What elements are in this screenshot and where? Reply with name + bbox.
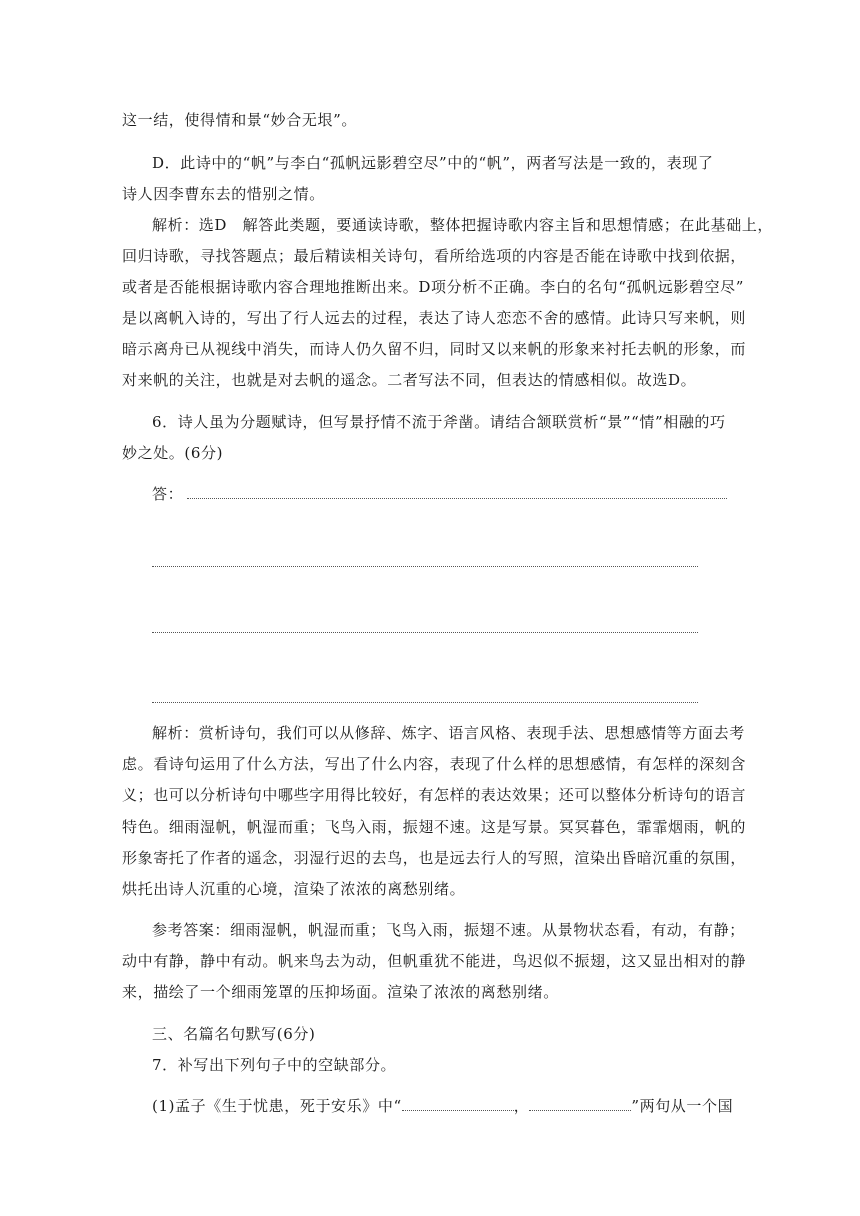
text-line: 暗示离舟已从视线中消失，而诗人仍久留不归，同时又以来帆的形象来衬托去帆的形象，而 xyxy=(122,340,747,358)
question-6-line: 6．诗人虽为分题赋诗，但写景抒情不流于斧凿。请结合颔联赏析“景”“情”相融的巧 xyxy=(152,413,726,431)
section-heading: 三、名篇名句默写(6分) xyxy=(152,1025,316,1043)
analysis-line: 解析：赏析诗句，我们可以从修辞、炼字、语言风格、表现手法、思想感情等方面去考 xyxy=(152,724,745,742)
reference-answer-line: 参考答案：细雨湿帆，帆湿而重；飞鸟入雨，振翅不速。从景物状态看，有动，有静； xyxy=(152,921,745,939)
answer-blank[interactable] xyxy=(152,566,698,567)
text-segment: (1)孟子《生于忧患，死于安乐》中“ xyxy=(152,1097,402,1115)
text-line: 回归诗歌，寻找答题点；最后精读相关诗句，看所给选项的内容是否能在诗歌中找到依据， xyxy=(122,247,747,265)
text-line: 或者是否能根据诗歌内容合理地推断出来。D项分析不正确。李白的名句“孤帆远影碧空尽” xyxy=(122,278,744,296)
text-line: 义；也可以分析诗句中哪些字用得比较好，有怎样的表达效果；还可以整体分析诗句的语言 xyxy=(122,786,747,804)
answer-line xyxy=(152,484,727,504)
answer-label: 答： xyxy=(152,485,184,503)
answer-blank[interactable] xyxy=(152,702,698,703)
text-line: 虑。看诗句运用了什么方法，写出了什么内容，表现了什么样的思想感情，有怎样的深刻含 xyxy=(122,755,747,773)
question-7-line: 7．补写出下列句子中的空缺部分。 xyxy=(152,1056,397,1074)
text-line: 形象寄托了作者的遥念，羽湿行迟的去鸟，也是远去行人的写照，渲染出昏暗沉重的氛围， xyxy=(122,849,747,867)
text-line: 特色。细雨湿帆，帆湿而重；飞鸟入雨，振翅不速。这是写景。冥冥暮色，霏霏烟雨，帆的 xyxy=(122,818,747,836)
text-line: 来，描绘了一个细雨笼罩的压抑场面。渲染了浓浓的离愁别绪。 xyxy=(122,983,559,1001)
fill-blank[interactable] xyxy=(402,1096,514,1111)
text-line: 是以离帆入诗的，写出了行人远去的过程，表达了诗人恋恋不舍的感情。此诗只写来帆，则 xyxy=(122,309,747,327)
question-7-1-line xyxy=(152,1096,733,1116)
text-line: 这一结，使得情和景“妙合无垠”。 xyxy=(122,111,357,129)
fill-blank[interactable] xyxy=(529,1096,631,1111)
text-line: 诗人因李曹东去的惜别之情。 xyxy=(122,185,325,203)
text-line: 动中有静，静中有动。帆来鸟去为动，但帆重犹不能进，鸟迟似不振翅，这又显出相对的静 xyxy=(122,952,747,970)
answer-blank[interactable] xyxy=(152,632,698,633)
text-line: 烘托出诗人沉重的心境，渲染了浓浓的离愁别绪。 xyxy=(122,880,466,898)
text-line: 对来帆的关注，也就是对去帆的遥念。二者写法不同，但表达的情感相似。故选D。 xyxy=(122,371,697,389)
answer-blank[interactable] xyxy=(187,484,727,499)
option-d-line: D．此诗中的“帆”与李白“孤帆远影碧空尽”中的“帆”，两者写法是一致的，表现了 xyxy=(152,154,714,172)
analysis-line: 解析：选D 解答此类题，要通读诗歌，整体把握诗歌内容主旨和思想情感；在此基础上， xyxy=(152,216,774,234)
text-segment: ”两句从一个国 xyxy=(631,1097,734,1115)
text-line: 妙之处。(6分) xyxy=(122,444,224,462)
text-segment: ， xyxy=(513,1097,530,1115)
